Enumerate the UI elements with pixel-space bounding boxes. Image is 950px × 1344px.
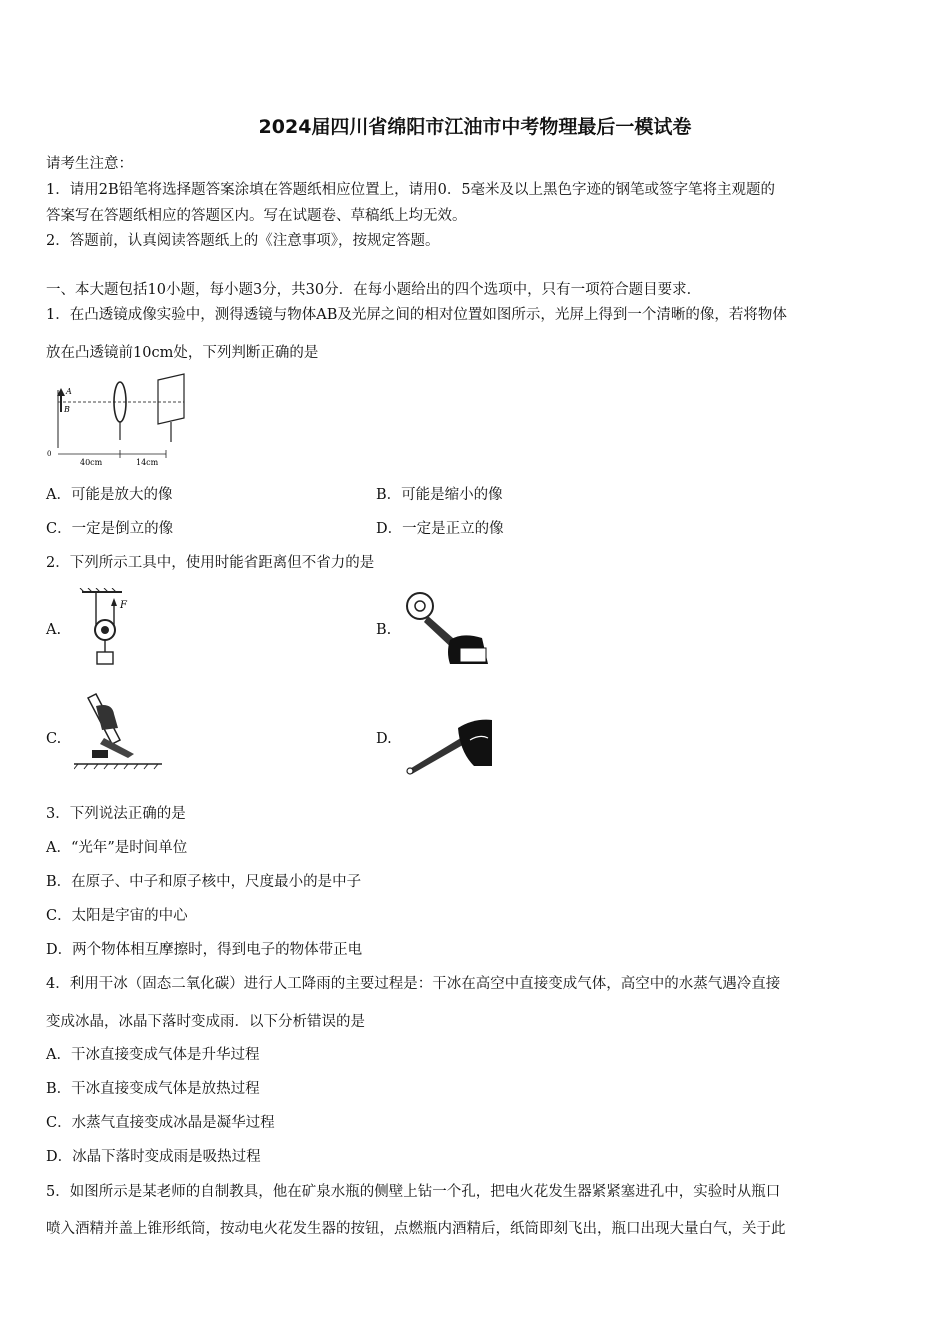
q1-option-d[interactable]: D．一定是正立的像 bbox=[376, 521, 504, 537]
tweezers-figure bbox=[404, 716, 496, 776]
q3-stem: 3．下列说法正确的是 bbox=[46, 806, 186, 822]
crowbar-figure bbox=[74, 692, 164, 772]
q1-option-a[interactable]: A．可能是放大的像 bbox=[46, 487, 173, 503]
notice-line: 答案写在答题纸相应的答题区内。写在试题卷、草稿纸上均无效。 bbox=[46, 208, 467, 224]
force-label: F bbox=[120, 600, 127, 611]
notice-line: 1．请用2B铅笔将选择题答案涂填在答题纸相应位置上，请用0．5毫米及以上黑色字迹的钢笔或签字笔将主观题的 bbox=[46, 182, 776, 198]
q2-option-a[interactable]: A. bbox=[46, 622, 62, 638]
q4-stem: 变成冰晶，冰晶下落时变成雨．以下分析错误的是 bbox=[46, 1014, 365, 1030]
q2-option-c[interactable]: C. bbox=[46, 731, 62, 747]
q1-stem: 1．在凸透镜成像实验中，测得透镜与物体AB及光屏之间的相对位置如图所示，光屏上得到一个清晰的像，若将物体 bbox=[46, 307, 787, 323]
q2-option-d[interactable]: D. bbox=[376, 731, 392, 747]
wrench-figure bbox=[400, 586, 494, 666]
q1-option-c[interactable]: C．一定是倒立的像 bbox=[46, 521, 174, 537]
q4-stem: 4．利用干冰（固态二氧化碳）进行人工降雨的主要过程是：干冰在高空中直接变成气体，高空中的水蒸气遇冷直接 bbox=[46, 976, 781, 992]
q3-option-c[interactable]: C．太阳是宇宙的中心 bbox=[46, 908, 188, 924]
hand-icon bbox=[458, 720, 492, 766]
notice-line: 2．答题前，认真阅读答题纸上的《注意事项》，按规定答题。 bbox=[46, 233, 440, 249]
q4-option-d[interactable]: D．冰晶下落时变成雨是吸热过程 bbox=[46, 1149, 261, 1165]
q1-stem: 放在凸透镜前10cm处，下列判断正确的是 bbox=[46, 345, 319, 361]
notice-heading: 请考生注意： bbox=[46, 156, 133, 172]
q2-stem: 2．下列所示工具中，使用时能省距离但不省力的是 bbox=[46, 555, 375, 571]
pulley-figure bbox=[78, 588, 138, 670]
distance-label: 40cm bbox=[80, 458, 103, 467]
q5-stem: 5．如图所示是某老师的自制教具，他在矿泉水瓶的侧壁上钻一个孔，把电火花发生器紧紧塞进孔中，实验时从瓶口 bbox=[46, 1184, 781, 1200]
q5-stem: 喷入酒精并盖上锥形纸筒，按动电火花发生器的按钮，点燃瓶内酒精后，纸筒即刻飞出，瓶口出现大量白气，关于此 bbox=[46, 1221, 786, 1237]
q4-option-a[interactable]: A．干冰直接变成气体是升华过程 bbox=[46, 1047, 260, 1063]
q4-option-c[interactable]: C．水蒸气直接变成冰晶是凝华过程 bbox=[46, 1115, 275, 1131]
origin-label: 0 bbox=[47, 450, 52, 458]
q2-option-b[interactable]: B. bbox=[376, 622, 392, 638]
exam-title: 2024届四川省绵阳市江油市中考物理最后一模试卷 bbox=[258, 116, 692, 138]
object-label-b: B bbox=[64, 405, 70, 414]
nut-icon bbox=[407, 593, 433, 619]
object-label-a: A bbox=[66, 387, 72, 396]
section-heading: 一、本大题包括10小题，每小题3分，共30分．在每小题给出的四个选项中，只有一项符合题目要求． bbox=[46, 282, 702, 298]
distance-label: 14cm bbox=[136, 458, 159, 467]
lens-experiment-figure bbox=[44, 370, 194, 470]
screen-icon bbox=[158, 374, 184, 424]
q3-option-d[interactable]: D．两个物体相互摩擦时，得到电子的物体带正电 bbox=[46, 942, 363, 958]
q1-option-b[interactable]: B．可能是缩小的像 bbox=[376, 487, 503, 503]
q4-option-b[interactable]: B．干冰直接变成气体是放热过程 bbox=[46, 1081, 260, 1097]
hand-icon bbox=[96, 705, 118, 730]
q3-option-b[interactable]: B．在原子、中子和原子核中，尺度最小的是中子 bbox=[46, 874, 362, 890]
q3-option-a[interactable]: A．“光年”是时间单位 bbox=[46, 840, 188, 856]
